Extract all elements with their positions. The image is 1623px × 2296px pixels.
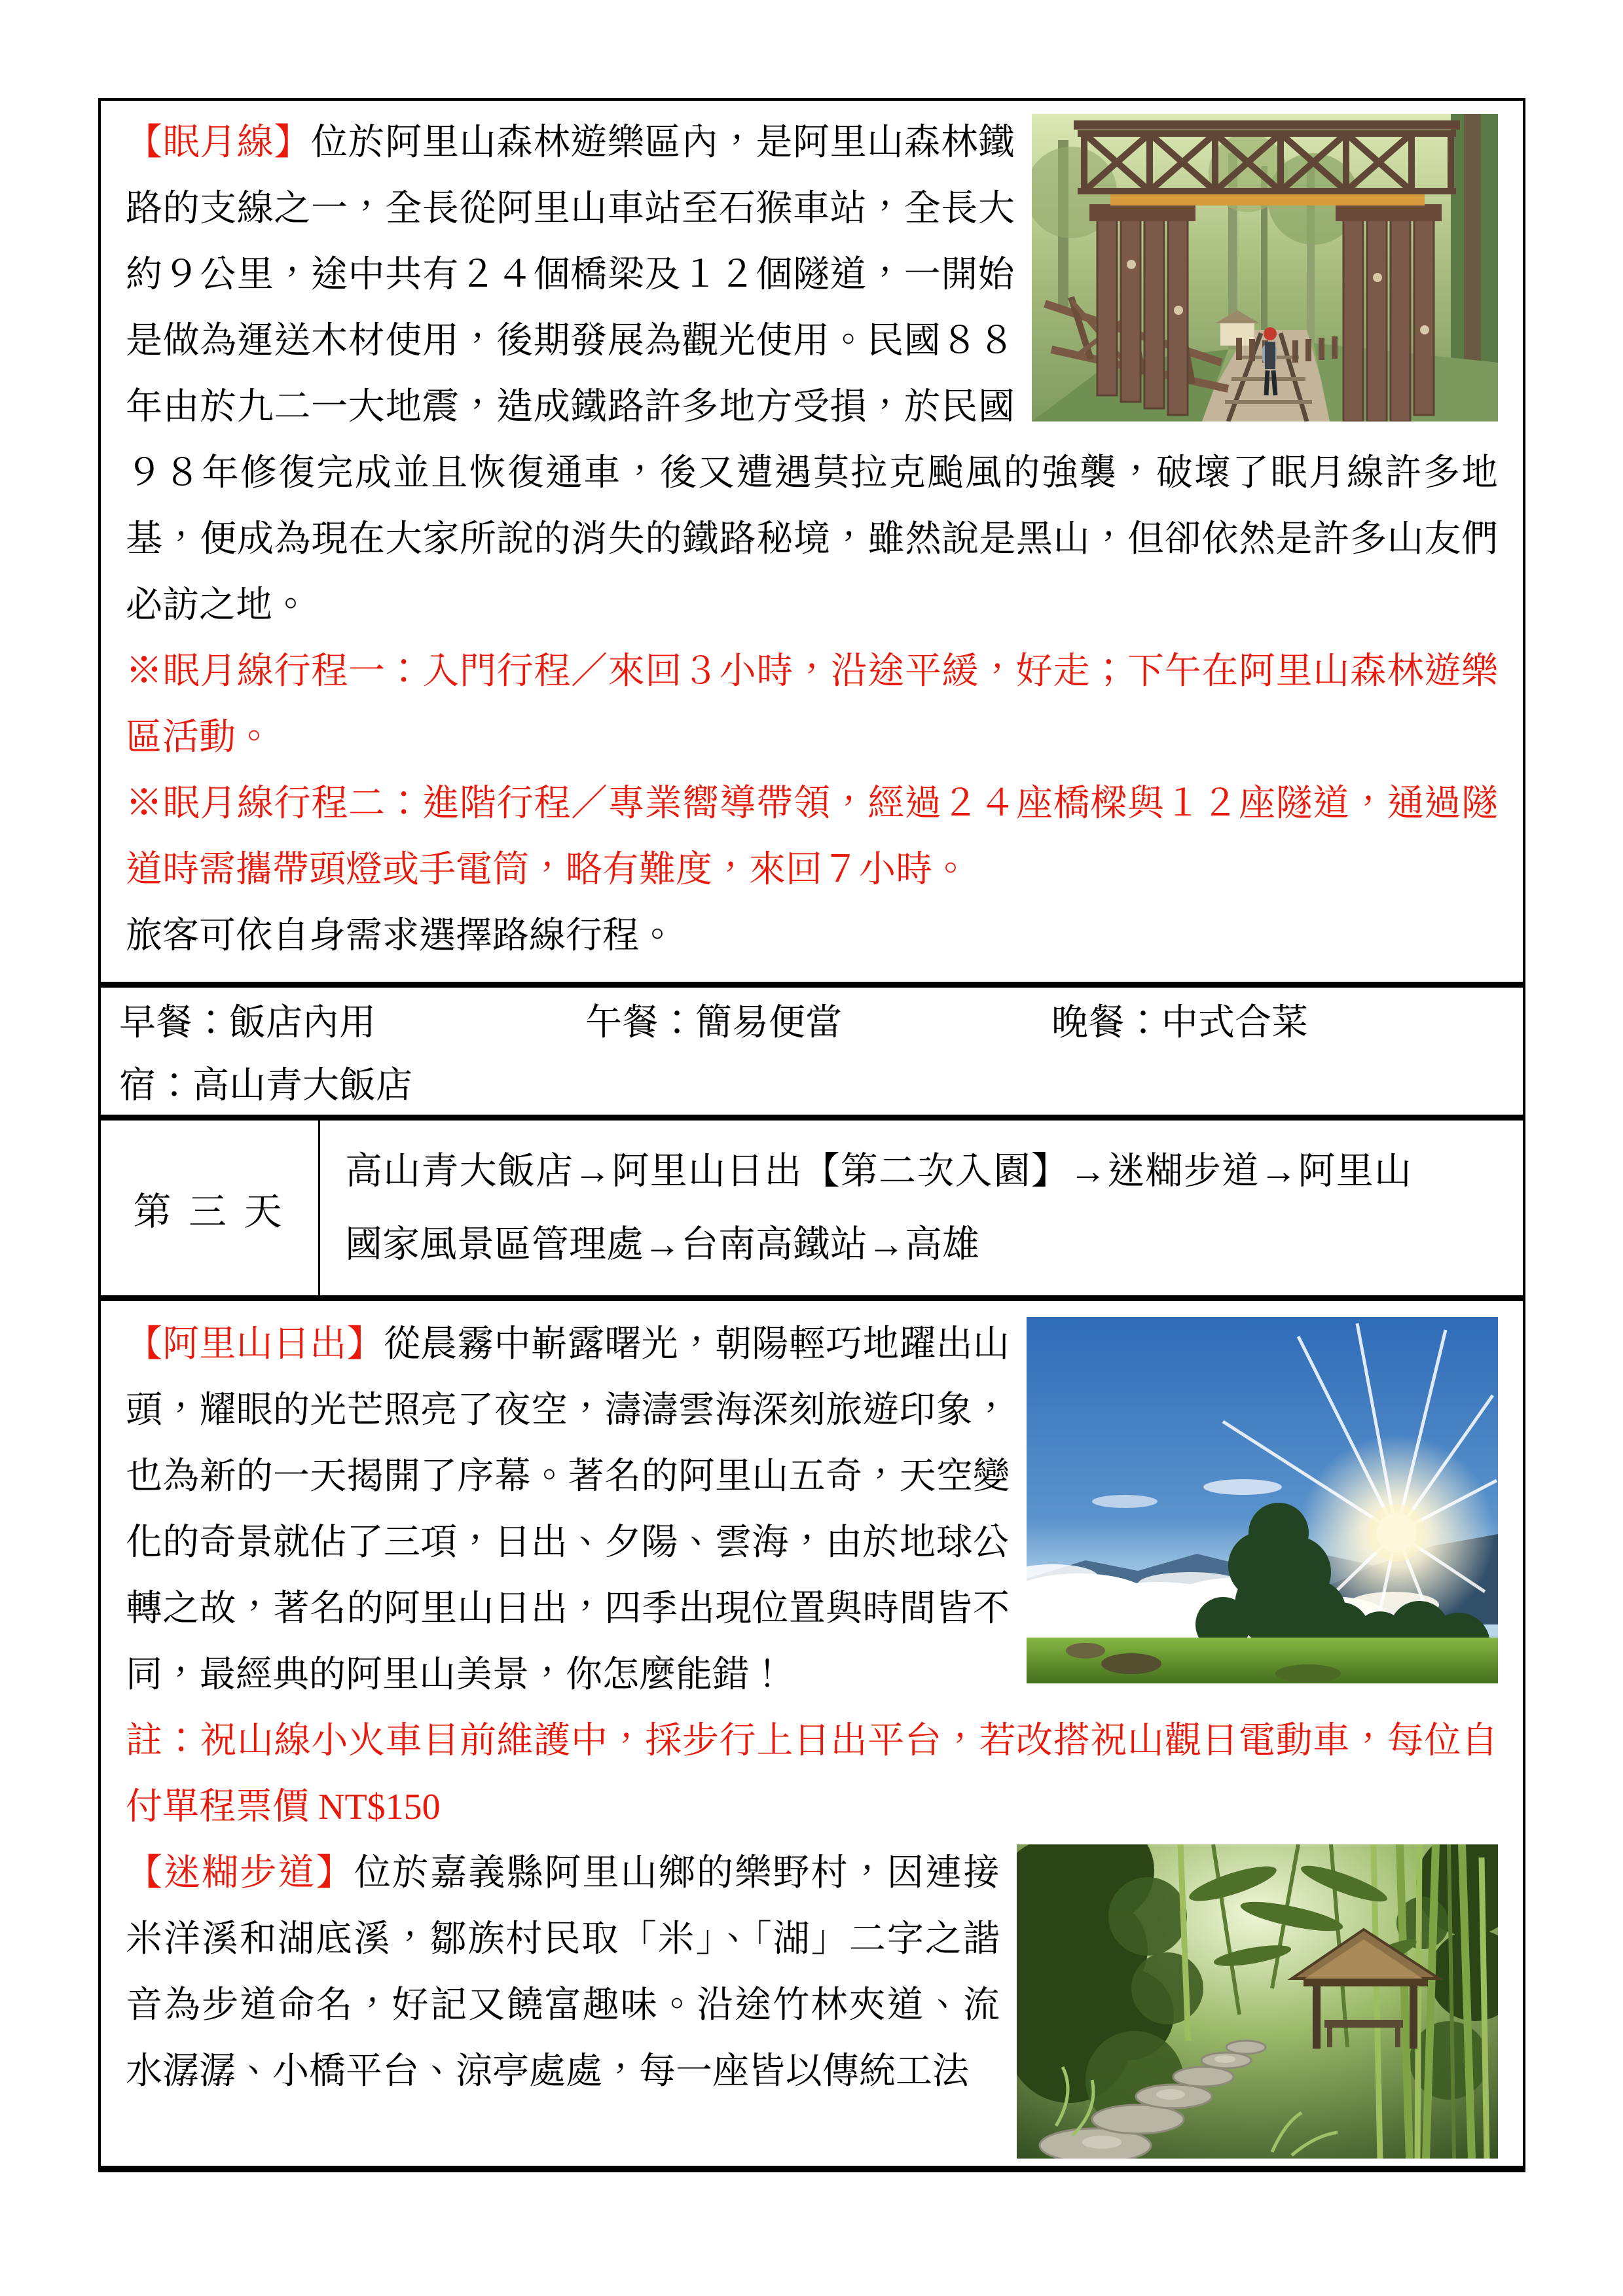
sunrise-body: 從晨霧中嶄露曙光，朝陽輕巧地躍出山頭，耀眼的光芒照亮了夜空，濤濤雲海深刻旅遊印象，也為新的一天揭開了序幕。著名的阿里山五奇，天空變化的奇景就佔了三項，日出、夕陽、雲海，由於地球公轉之故，著名的阿里山日出，四季出現位置與時間皆不同，最經典的阿里山美景，你怎麼能錯！ xyxy=(126,1324,1010,1695)
day3-itinerary: 高山青大飯店→阿里山日出【第二次入園】→迷糊步道→阿里山國家風景區管理處→台南高鐵站→高雄 xyxy=(345,1151,1412,1265)
bamboo-trail-illustration xyxy=(1017,1844,1498,2159)
itinerary-table xyxy=(98,98,1525,2172)
mianyue-route-1-note: ※眠月線行程一：入門行程／來回３小時，沿途平緩，好走；下午在阿里山森林遊樂區活動。 xyxy=(126,651,1498,758)
route-choice-note: 旅客可依自身需求選擇路線行程。 xyxy=(126,916,676,956)
trail-heading: 【迷糊步道】 xyxy=(126,1853,354,1893)
day3-description-section xyxy=(101,1295,1523,2166)
zhushan-train-note: 註：祝山線小火車目前維護中，採步行上日出平台，若改搭祝山觀日電動車，每位自付單程票價 NT$150 xyxy=(126,1721,1498,1827)
meals-line xyxy=(119,992,1523,1054)
mianyue-line-body: 位於阿里山森林遊樂區內，是阿里山森林鐵路的支線之一，全長從阿里山車站至石猴車站，全長大約９公里，途中共有２４個橋梁及１２個隧道，一開始是做為運送木材使用，後期發展為觀光使用。民國８８年由於九二一大地震，造成鐵路許多地方受損，於民國９８年修復完成並且恢復通車，後又遭遇莫拉克颱風的強襲，破壞了眠月線許多地基，便成為現在大家所說的消失的鐵路秘境，雖然說是黑山，但卻依然是許多山友們必訪之地。 xyxy=(126,122,1498,626)
mianyue-route-2-note: ※眠月線行程二：進階行程／專業嚮導帶領，經過２４座橋樑與１２座隧道，通過隧道時需攜帶頭燈或手電筒，略有難度，來回７小時。 xyxy=(126,783,1498,890)
trestle-bridge-illustration xyxy=(1032,114,1498,422)
trail-body: 位於嘉義縣阿里山鄉的樂野村，因連接米洋溪和湖底溪，鄒族村民取「米」、「湖」二字之諧音為步道命名，好記又饒富趣味。沿途竹林夾道、流水潺潺、小橋平台、涼亭處處，每一座皆以傳統工法 xyxy=(126,1853,1000,2092)
breakfast-value: 早餐：飯店內用 xyxy=(119,1003,376,1043)
sunrise-illustration xyxy=(1027,1317,1498,1683)
day3-label: 第 三 天 xyxy=(101,1121,320,1295)
meals-lodging-row xyxy=(101,982,1523,1115)
day3-header-row xyxy=(101,1115,1523,1295)
dinner-value: 晚餐：中式合菜 xyxy=(1051,1003,1308,1043)
trestle-bridge-photo xyxy=(1032,114,1498,422)
sunrise-photo xyxy=(1027,1317,1498,1683)
bamboo-trail-photo xyxy=(1017,1844,1498,2159)
lunch-value: 午餐：簡易便當 xyxy=(585,1003,842,1043)
mianyue-line-heading: 【眠月線】 xyxy=(126,122,312,163)
lodging-value: 宿：高山青大飯店 xyxy=(119,1066,412,1106)
mianyue-line-section xyxy=(101,101,1523,982)
sunrise-heading: 【阿里山日出】 xyxy=(126,1324,384,1365)
